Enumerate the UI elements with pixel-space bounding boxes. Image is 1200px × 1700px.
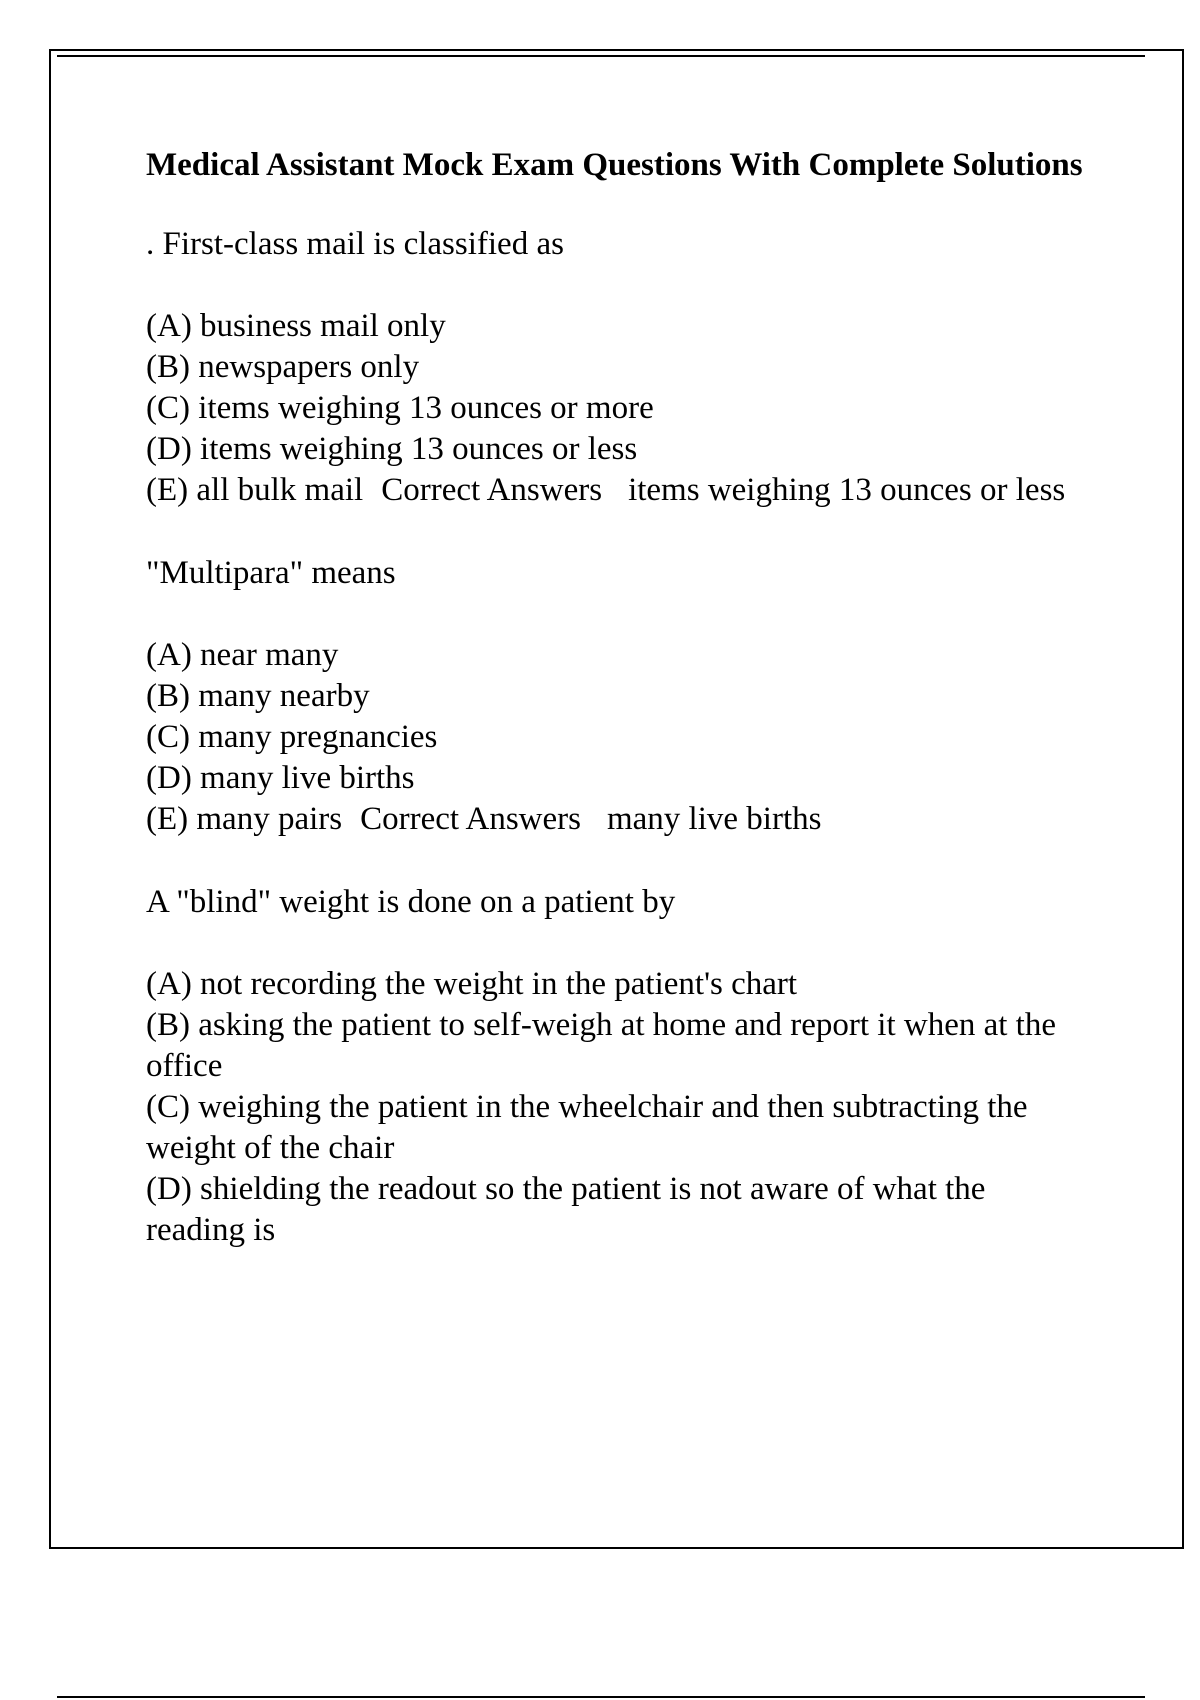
- correct-answers-label: Correct Answers: [381, 472, 603, 508]
- option-e: (E) many pairs: [146, 801, 343, 837]
- document-body: [146, 145, 1086, 1293]
- option-list: [146, 635, 1086, 840]
- option-d: (D) many live births: [146, 760, 415, 796]
- option-d: (D) shielding the readout so the patient is not aware of what the reading is: [146, 1171, 986, 1248]
- option-a: (A) near many: [146, 637, 339, 673]
- option-c: (C) items weighing 13 ounces or more: [146, 390, 654, 426]
- correct-answer: many live births: [606, 801, 822, 837]
- question-prompt: . First-class mail is classified as: [146, 226, 564, 262]
- option-a: (A) not recording the weight in the patient's chart: [146, 966, 798, 1002]
- option-a: (A) business mail only: [146, 308, 446, 344]
- option-b: (B) newspapers only: [146, 349, 420, 385]
- question-prompt: A "blind" weight is done on a patient by: [146, 884, 676, 920]
- option-c: (C) many pregnancies: [146, 719, 438, 755]
- option-list: [146, 964, 1086, 1251]
- option-b: (B) many nearby: [146, 678, 370, 714]
- bottom-rule: [57, 1696, 1145, 1698]
- document-title: Medical Assistant Mock Exam Questions With Complete Solutions: [146, 147, 1083, 183]
- option-c: (C) weighing the patient in the wheelchair and then subtracting the weight of the chair: [146, 1089, 1028, 1166]
- top-rule: [57, 55, 1145, 57]
- option-b: (B) asking the patient to self-weigh at home and report it when at the office: [146, 1007, 1056, 1084]
- option-e-with-answer: [146, 470, 1086, 511]
- option-e: (E) all bulk mail: [146, 472, 364, 508]
- option-d: (D) items weighing 13 ounces or less: [146, 431, 638, 467]
- option-e-with-answer: [146, 799, 1086, 840]
- question-prompt: "Multipara" means: [146, 555, 396, 591]
- correct-answers-label: Correct Answers: [360, 801, 581, 837]
- correct-answer: items weighing 13 ounces or less: [628, 472, 1066, 508]
- option-list: [146, 306, 1086, 511]
